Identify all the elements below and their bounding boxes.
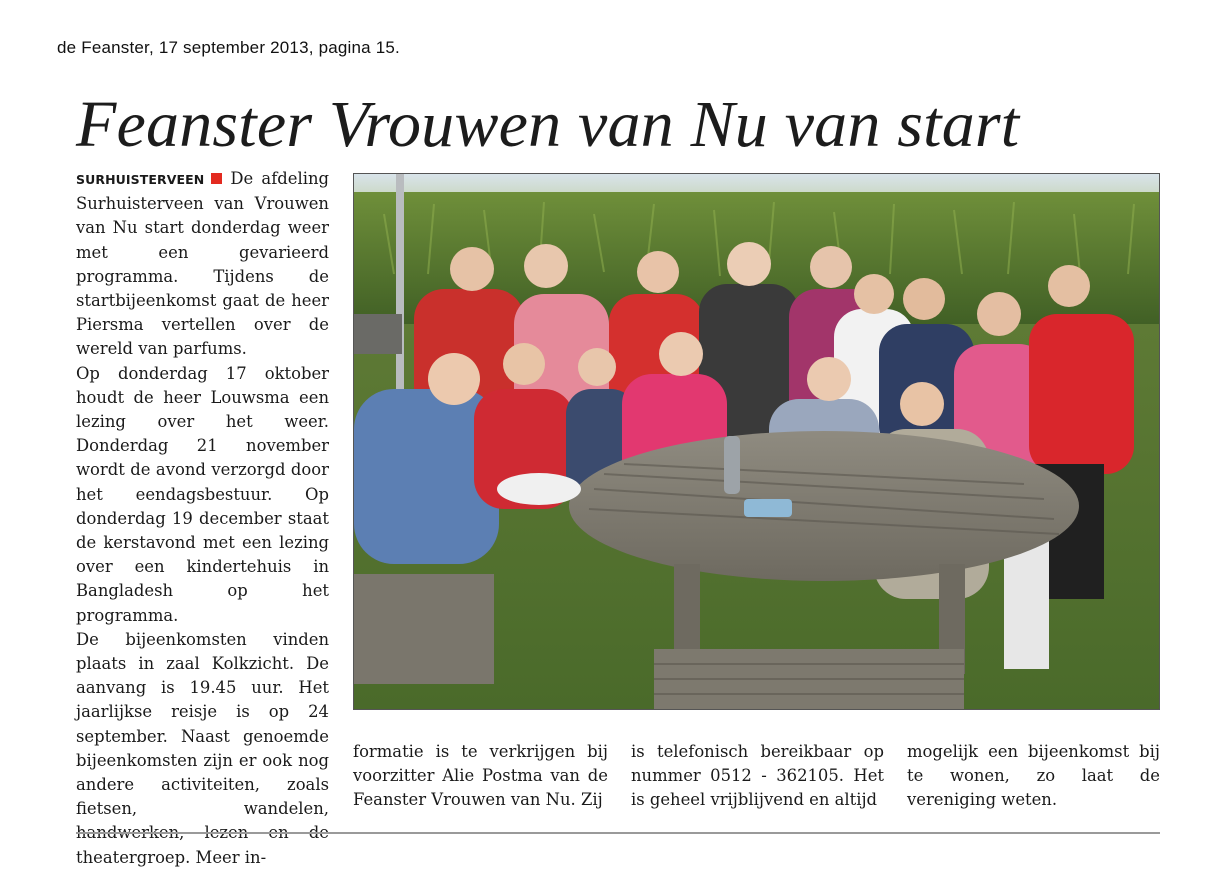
bottom-rule (76, 832, 1160, 834)
article-column-2 (353, 740, 608, 813)
paragraph-1 (76, 167, 329, 362)
column-2-text: formatie is te verkrijgen bij voorzitter Alie Postma van de Feanster Vrouwen van Nu. Zij (353, 742, 608, 810)
source-line: de Feanster, 17 september 2013, pagina 15. (57, 38, 400, 57)
paragraph-3: De bijeenkomsten vinden plaats in zaal Kolkzicht. De aanvang is 19.45 uur. Het jaarlijkse reisje is op 24 september. Naast genoemde bijeenkomsten zijn er ook nog andere activiteiten, zoals fietsen, wandelen, handwerken, lezen en de theatergroep. Meer in- (76, 629, 329, 867)
headline: Feanster Vrouwen van Nu van start (76, 88, 1020, 161)
red-square-icon (211, 173, 222, 184)
group-photo (353, 173, 1160, 710)
dateline: SURHUISTERVEEN (76, 172, 205, 187)
paragraph-1-text: De afdeling Surhuisterveen van Vrouwen van Nu start donderdag weer met een gevarieerd programma. Tijdens de startbijeenkomst gaat de heer Piersma vertellen over de wereld van parfums. (76, 169, 329, 359)
column-4-text: mogelijk een bijeenkomst bij te wonen, zo laat de vereniging weten. (907, 742, 1160, 810)
article-column-3 (631, 740, 884, 813)
paragraph-2: Op donderdag 17 oktober houdt de heer Louwsma een lezing over het weer. Donderdag 21 november wordt de avond verzorgd door het eendagsbestuur. Op donderdag 19 december staat de kerstavond met een lezing over een kindertehuis in Bangladesh op het programma. (76, 363, 329, 625)
column-3-text: is telefonisch bereikbaar op nummer 0512 - 362105. Het is geheel vrijblijvend en altijd (631, 742, 884, 810)
article-column-4 (907, 740, 1160, 813)
article-column-1 (76, 167, 329, 870)
